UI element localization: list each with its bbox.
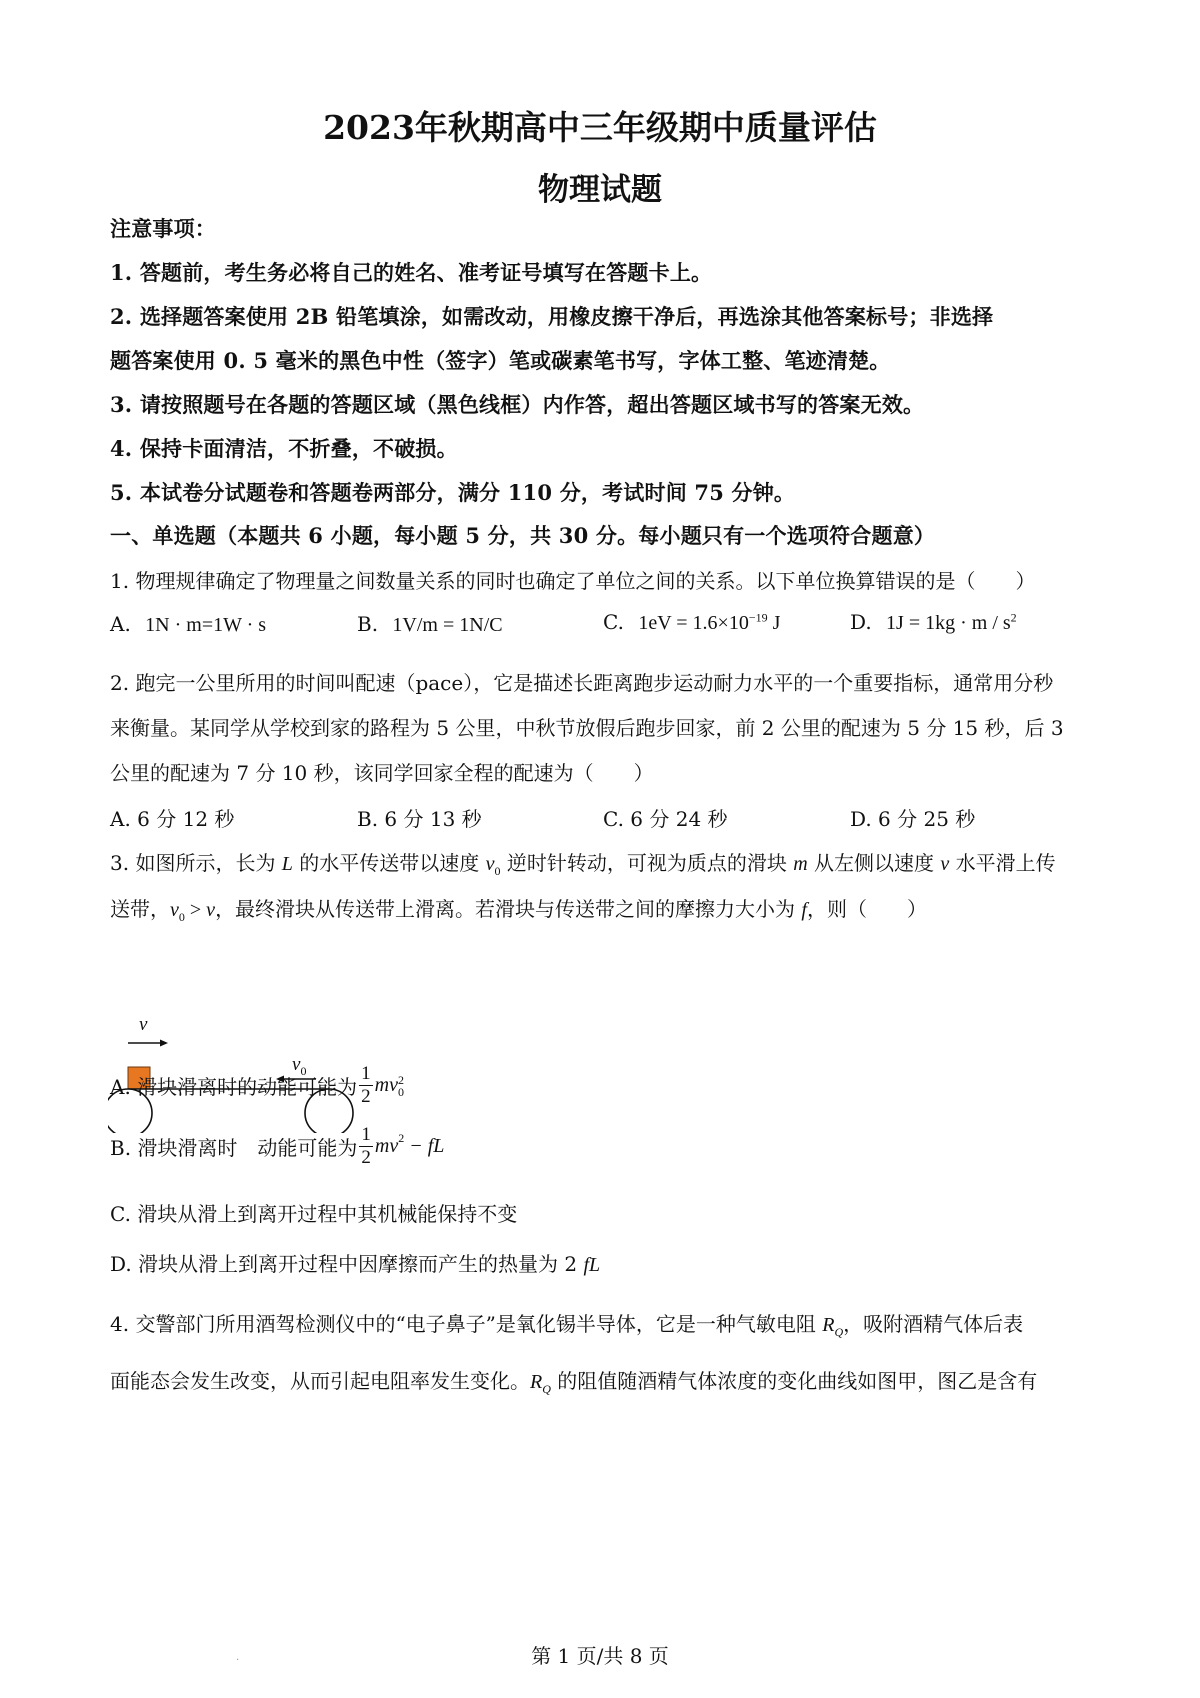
- q2-option-a: A. 6 分 12 秒: [110, 807, 235, 831]
- q3-option-d: D. 滑块从滑上到离开过程中因摩擦而产生的热量为 2 fL: [110, 1252, 601, 1276]
- q4-line-2: 面能态会发生改变，从而引起电阻率发生变化。$R_Q$ 的阻值随酒精气体浓度的变化曲线如图甲，图乙是含有: [110, 1369, 1038, 1396]
- q4-line-1: 4. 交警部门所用酒驾检测仪中的“电子鼻子”是氧化锡半导体，它是一种气敏电阻 $R_Q$，吸附酒精气体后表: [110, 1312, 1024, 1339]
- q1-option-c: [603, 610, 780, 635]
- notice-heading: 注意事项：: [110, 216, 216, 241]
- q1-option-c-label: C.: [603, 610, 624, 634]
- q3-option-a-fraction: $\frac{1}{2}$: [361, 1063, 371, 1107]
- q3-option-c: C. 滑块从滑上到离开过程中其机械能保持不变: [110, 1202, 518, 1226]
- q1-option-a-text: 1N · m=1W · s: [145, 614, 267, 636]
- exam-subtitle: 物理试题: [538, 172, 662, 208]
- q3-line-1: 3. 如图所示，长为 L 的水平传送带以速度 $v_0$ 逆时针转动，可视为质点的滑块 m 从左侧以速度 v 水平滑上传: [110, 851, 1056, 878]
- v-arrow: [128, 1040, 168, 1047]
- q3-line-2: 送带，$v_0 > v$，最终滑块从传送带上滑离。若滑块与传送带之间的摩擦力大小为 f，则（ ）: [110, 897, 927, 924]
- q2-option-c: C. 6 分 24 秒: [603, 807, 728, 831]
- q1-option-d: [850, 610, 1017, 635]
- q1-option-b-label: B.: [357, 612, 379, 636]
- q1-option-b: [357, 612, 503, 637]
- notice-item-2: 2. 选择题答案使用 2B 铅笔填涂，如需改动，用橡皮擦干净后，再选涂其他答案标号；非选择: [110, 304, 994, 329]
- v-label: v: [139, 1018, 148, 1035]
- q1-option-b-text: 1V/m = 1N/C: [392, 614, 503, 636]
- page-number: 第 1 页/共 8 页: [531, 1644, 669, 1668]
- q2-option-d: D. 6 分 25 秒: [850, 807, 976, 831]
- q1-stem: 1. 物理规律确定了物理量之间数量关系的同时也确定了单位之间的关系。以下单位换算错误的是（ ）: [110, 569, 1036, 593]
- q1-option-d-label: D.: [850, 610, 872, 634]
- q2-option-b: B. 6 分 13 秒: [357, 807, 482, 831]
- notice-item-3: 3. 请按照题号在各题的答题区域（黑色线框）内作答，超出答题区域书写的答案无效。: [110, 392, 925, 417]
- v0-label: $v_0$: [292, 1054, 307, 1078]
- notice-item-5: 5. 本试卷分试题卷和答题卷两部分，满分 110 分，考试时间 75 分钟。: [110, 480, 796, 505]
- q1-option-d-text: $1J = 1kg \cdot m / s^2$: [886, 610, 1017, 634]
- q2-line-1: 2. 跑完一公里所用的时间叫配速（pace），它是描述长距离跑步运动耐力水平的一个重要指标，通常用分秒: [110, 671, 1054, 695]
- q3-option-b-fraction: $\frac{1}{2}$: [361, 1124, 371, 1168]
- section-heading: 一、单选题（本题共 6 小题，每小题 5 分，共 30 分。每小题只有一个选项符合题意）: [110, 523, 936, 548]
- q2-line-2: 来衡量。某同学从学校到家的路程为 5 公里，中秋节放假后跑步回家，前 2 公里的配速为 5 分 15 秒，后 3: [110, 716, 1064, 740]
- notice-item-2-cont: 题答案使用 0. 5 毫米的黑色中性（签字）笔或碳素笔书写，字体工整、笔迹清楚。: [110, 348, 891, 373]
- q2-line-3: 公里的配速为 7 分 10 秒，该同学回家全程的配速为（ ）: [110, 761, 654, 785]
- q1-option-c-text: $1eV = 1.6\times 10^{-19}$ J: [638, 610, 781, 634]
- footer-dot: ·: [236, 1655, 240, 1666]
- q3-option-b: B. 滑块滑离时 动能可能为 $\frac{1}{2}$ $mv^2$ − fL: [110, 1124, 445, 1168]
- q3-option-a: A. 滑块滑离时的动能可能为 $\frac{1}{2}$ mv 2 0: [110, 1063, 404, 1107]
- notice-item-4: 4. 保持卡面清洁，不折叠，不破损。: [110, 436, 458, 461]
- notice-item-1: 1. 答题前，考生务必将自己的姓名、准考证号填写在答题卡上。: [110, 260, 713, 285]
- q1-option-a-label: A.: [110, 612, 131, 636]
- q1-option-a: [110, 612, 266, 637]
- exam-title: 2023年秋期高中三年级期中质量评估: [323, 108, 877, 147]
